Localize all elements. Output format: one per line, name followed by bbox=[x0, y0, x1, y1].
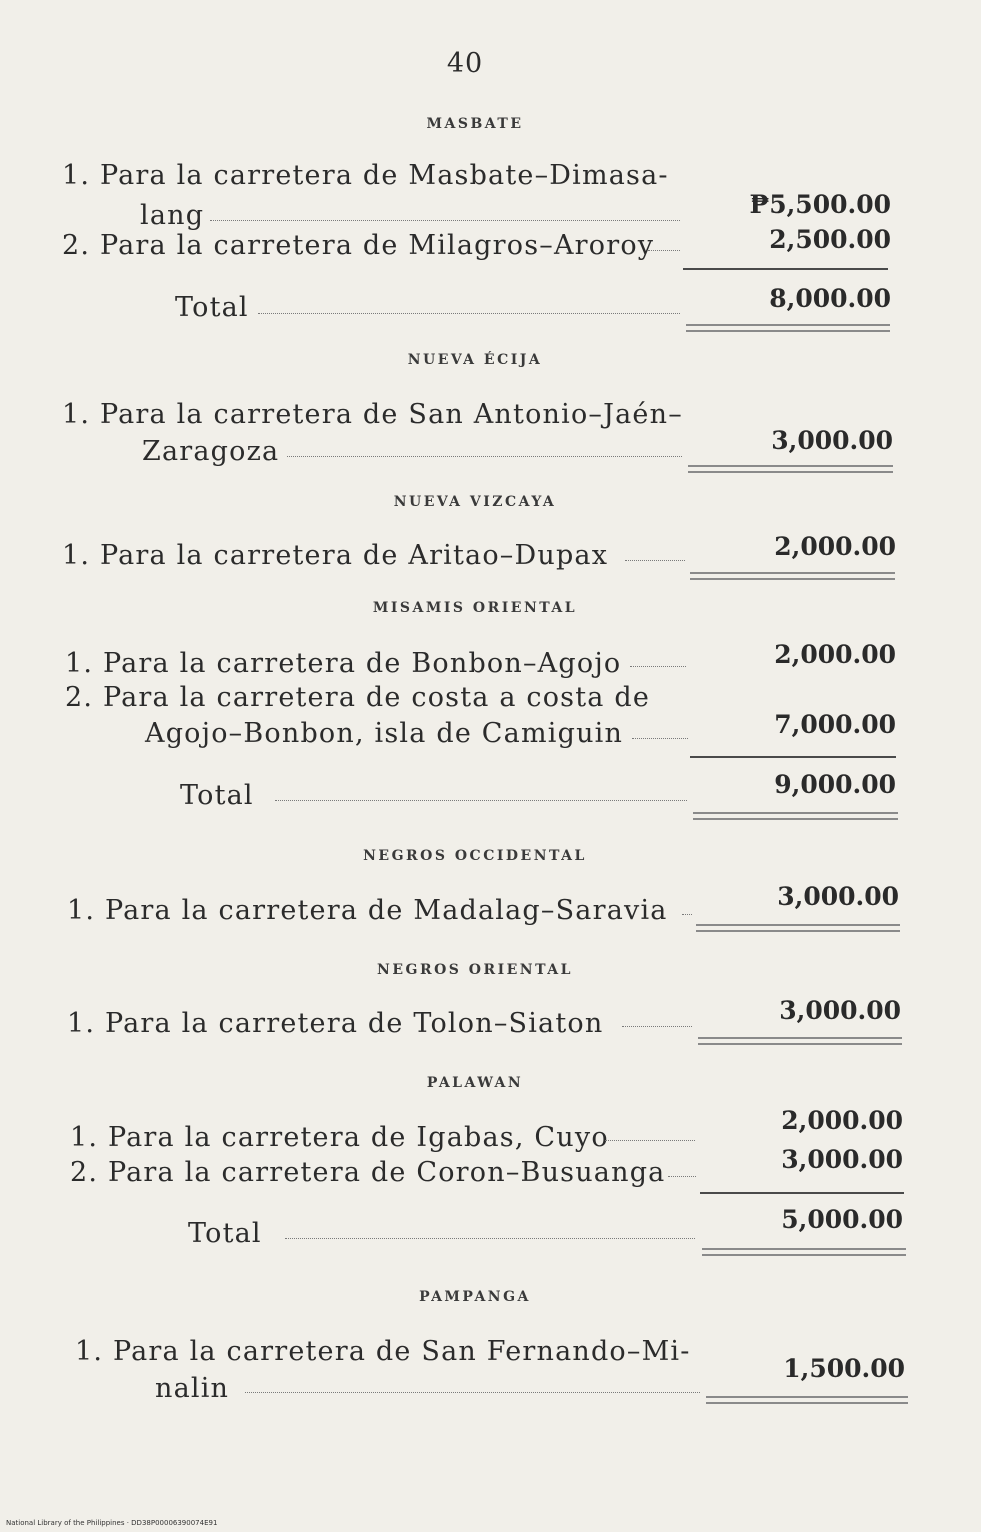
total-double-rule bbox=[688, 465, 893, 473]
subtotal-rule bbox=[690, 756, 896, 758]
masbate-item-2: 2. Para la carretera de Milagros–Aroroy bbox=[62, 230, 655, 261]
palawan-total-amount: 5,000.00 bbox=[781, 1205, 903, 1234]
palawan-item-2-amount: 3,000.00 bbox=[781, 1145, 903, 1174]
total-double-rule bbox=[698, 1037, 902, 1045]
leader-dots bbox=[605, 1140, 695, 1141]
section-title-negros-occidental: NEGROS OCCIDENTAL bbox=[363, 848, 587, 864]
total-double-rule bbox=[706, 1396, 908, 1404]
misamis-oriental-total-amount: 9,000.00 bbox=[774, 770, 896, 799]
palawan-item-2: 2. Para la carretera de Coron–Busuanga bbox=[70, 1157, 666, 1188]
leader-dots bbox=[668, 1176, 696, 1177]
section-title-misamis-oriental: MISAMIS ORIENTAL bbox=[372, 600, 578, 616]
misamis-oriental-total-label: Total bbox=[180, 780, 254, 811]
subtotal-rule bbox=[700, 1192, 904, 1194]
total-double-rule bbox=[693, 812, 898, 820]
pampanga-item-1-amount: 1,500.00 bbox=[783, 1354, 905, 1383]
section-title-palawan: PALAWAN bbox=[426, 1075, 524, 1091]
leader-dots bbox=[210, 220, 680, 221]
nueva-ecija-item-1-amount: 3,000.00 bbox=[771, 426, 893, 455]
leader-dots bbox=[622, 1026, 692, 1027]
leader-dots bbox=[275, 800, 687, 801]
negros-oriental-item-1-amount: 3,000.00 bbox=[779, 996, 901, 1025]
pampanga-item-1-line-2: nalin bbox=[155, 1373, 230, 1404]
misamis-oriental-item-2-line-2: Agojo–Bonbon, isla de Camiguin bbox=[145, 718, 624, 749]
nueva-vizcaya-item-1: 1. Para la carretera de Aritao–Dupax bbox=[62, 540, 609, 571]
leader-dots bbox=[625, 560, 685, 561]
masbate-item-1-line-1: 1. Para la carretera de Masbate–Dimasa- bbox=[62, 160, 669, 191]
leader-dots bbox=[258, 313, 680, 314]
masbate-total-label: Total bbox=[175, 292, 249, 323]
misamis-oriental-item-2-line-1: 2. Para la carretera de costa a costa de bbox=[65, 682, 651, 713]
leader-dots bbox=[245, 1392, 700, 1393]
leader-dots bbox=[287, 456, 682, 457]
page-number: 40 bbox=[446, 48, 484, 79]
nueva-vizcaya-item-1-amount: 2,000.00 bbox=[774, 532, 896, 561]
section-title-masbate: MASBATE bbox=[426, 116, 524, 132]
total-double-rule bbox=[702, 1248, 906, 1256]
section-title-negros-oriental: NEGROS ORIENTAL bbox=[377, 962, 573, 978]
masbate-item-1-amount: ₱5,500.00 bbox=[749, 190, 891, 219]
leader-dots bbox=[630, 666, 686, 667]
misamis-oriental-item-2-amount: 7,000.00 bbox=[774, 710, 896, 739]
nueva-ecija-item-1-line-1: 1. Para la carretera de San Antonio–Jaén– bbox=[62, 399, 683, 430]
negros-oriental-item-1: 1. Para la carretera de Tolon–Siaton bbox=[67, 1008, 604, 1039]
palawan-total-label: Total bbox=[188, 1218, 262, 1249]
masbate-item-1-line-2: lang bbox=[140, 200, 205, 231]
negros-occidental-item-1: 1. Para la carretera de Madalag–Saravia bbox=[67, 895, 668, 926]
total-double-rule bbox=[690, 572, 895, 580]
masbate-item-2-amount: 2,500.00 bbox=[769, 225, 891, 254]
misamis-oriental-item-1-amount: 2,000.00 bbox=[774, 640, 896, 669]
leader-dots bbox=[632, 738, 688, 739]
total-double-rule bbox=[696, 924, 900, 932]
palawan-item-1: 1. Para la carretera de Igabas, Cuyo bbox=[70, 1122, 609, 1153]
footer-watermark: National Library of the Philippines · DD38P00006390074E91 bbox=[6, 1519, 218, 1527]
leader-dots bbox=[648, 250, 680, 251]
palawan-item-1-amount: 2,000.00 bbox=[781, 1106, 903, 1135]
section-title-pampanga: PAMPANGA bbox=[419, 1289, 531, 1305]
leader-dots bbox=[682, 914, 692, 915]
section-title-nueva-vizcaya: NUEVA VIZCAYA bbox=[393, 494, 557, 510]
pampanga-item-1-line-1: 1. Para la carretera de San Fernando–Mi- bbox=[75, 1336, 691, 1367]
leader-dots bbox=[285, 1238, 695, 1239]
subtotal-rule bbox=[683, 268, 888, 270]
total-double-rule bbox=[686, 324, 890, 332]
negros-occidental-item-1-amount: 3,000.00 bbox=[777, 882, 899, 911]
section-title-nueva-ecija: NUEVA ÉCIJA bbox=[407, 352, 543, 368]
nueva-ecija-item-1-line-2: Zaragoza bbox=[142, 436, 280, 467]
misamis-oriental-item-1: 1. Para la carretera de Bonbon–Agojo bbox=[65, 648, 622, 679]
masbate-total-amount: 8,000.00 bbox=[769, 284, 891, 313]
